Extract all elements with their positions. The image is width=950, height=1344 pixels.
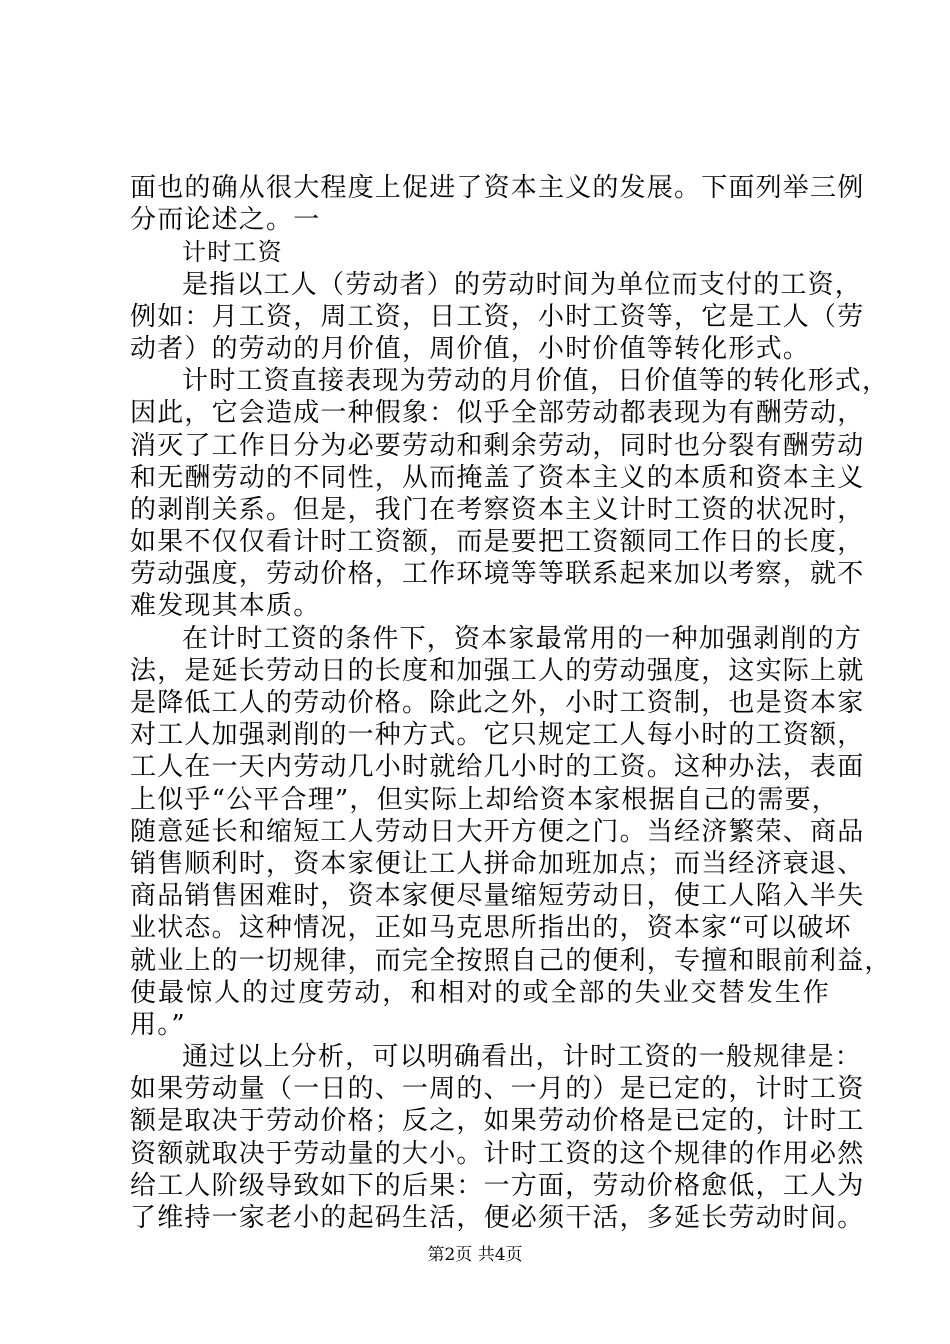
text-line: 资额就取决于劳动量的大小。计时工资的这个规律的作用必然 bbox=[130, 1138, 865, 1169]
text-line: 了维持一家老小的起码生活，便必须干活，多延长劳动时间。 bbox=[130, 1203, 865, 1233]
text-line: 对工人加强剥削的一种方式。它只规定工人每小时的工资额， bbox=[130, 720, 865, 751]
text-line: 销售顺利时，资本家便让工人拼命加班加点；而当经济衰退、 bbox=[130, 848, 865, 879]
text-line: 在计时工资的条件下，资本家最常用的一种加强剥削的方 bbox=[182, 623, 863, 654]
text-line: 是降低工人的劳动价格。除此之外，小时工资制，也是资本家 bbox=[130, 688, 865, 718]
text-line: 就业上的一切规律，而完全按照自己的便利，专擅和眼前利益， bbox=[130, 945, 892, 976]
document-body bbox=[130, 172, 892, 1234]
text-line: 如果劳动量（一日的、一周的、一月的）是已定的，计时工资 bbox=[130, 1074, 865, 1105]
text-line: 随意延长和缩短工人劳动日大开方便之门。当经济繁荣、商品 bbox=[130, 816, 865, 847]
text-line: 通过以上分析，可以明确看出，计时工资的一般规律是： bbox=[182, 1042, 863, 1073]
text-line: 劳动强度，劳动价格，工作环境等等联系起来加以考察，就不 bbox=[130, 559, 865, 590]
text-line: 业状态。这种情况，正如马克思所指出的，资本家“可以破坏 bbox=[130, 913, 852, 944]
text-line: 用。” bbox=[130, 1009, 186, 1040]
text-line: 难发现其本质。 bbox=[130, 591, 321, 622]
text-line: 是指以工人（劳动者）的劳动时间为单位而支付的工资， bbox=[182, 269, 863, 300]
text-line: 如果不仅仅看计时工资额，而是要把工资额同工作日的长度， bbox=[130, 527, 865, 558]
page-number-label: 第2页 共4页 bbox=[427, 1245, 523, 1265]
text-line: 例如：月工资，周工资，日工资，小时工资等，它是工人（劳 bbox=[130, 301, 865, 332]
text-line: 的剥削关系。但是，我门在考察资本主义计时工资的状况时， bbox=[130, 494, 865, 525]
text-line: 额是取决于劳动价格；反之，如果劳动价格是已定的，计时工 bbox=[130, 1106, 865, 1137]
text-line: 消灭了工作日分为必要劳动和剩余劳动，同时也分裂有酬劳动 bbox=[130, 430, 865, 461]
text-line: 因此，它会造成一种假象：似乎全部劳动都表现为有酬劳动， bbox=[130, 398, 865, 429]
text-line: 分而论述之。一 bbox=[130, 205, 321, 236]
text-line: 上似乎“公平合理”，但实际上却给资本家根据自己的需要， bbox=[130, 784, 839, 815]
text-line: 面也的确从很大程度上促进了资本主义的发展。下面列举三例 bbox=[130, 173, 865, 203]
text-line: 动者）的劳动的月价值，周价值，小时价值等转化形式。 bbox=[130, 333, 811, 364]
page-footer bbox=[0, 1244, 950, 1266]
text-line: 工人在一天内劳动几小时就给几小时的工资。这种办法，表面 bbox=[130, 752, 865, 783]
section-heading: 计时工资 bbox=[182, 238, 283, 267]
text-line: 法，是延长劳动日的长度和加强工人的劳动强度，这实际上就 bbox=[130, 655, 865, 686]
text-line: 和无酬劳动的不同性，从而掩盖了资本主义的本质和资本主义 bbox=[130, 462, 865, 493]
text-line: 给工人阶级导致如下的后果：一方面，劳动价格愈低，工人为 bbox=[130, 1170, 865, 1201]
text-line: 商品销售困难时，资本家便尽量缩短劳动日，使工人陷入半失 bbox=[130, 881, 865, 912]
text-line: 计时工资直接表现为劳动的月价值，日价值等的转化形式， bbox=[182, 366, 890, 397]
text-line: 使最惊人的过度劳动，和相对的或全部的失业交替发生作 bbox=[130, 977, 830, 1008]
